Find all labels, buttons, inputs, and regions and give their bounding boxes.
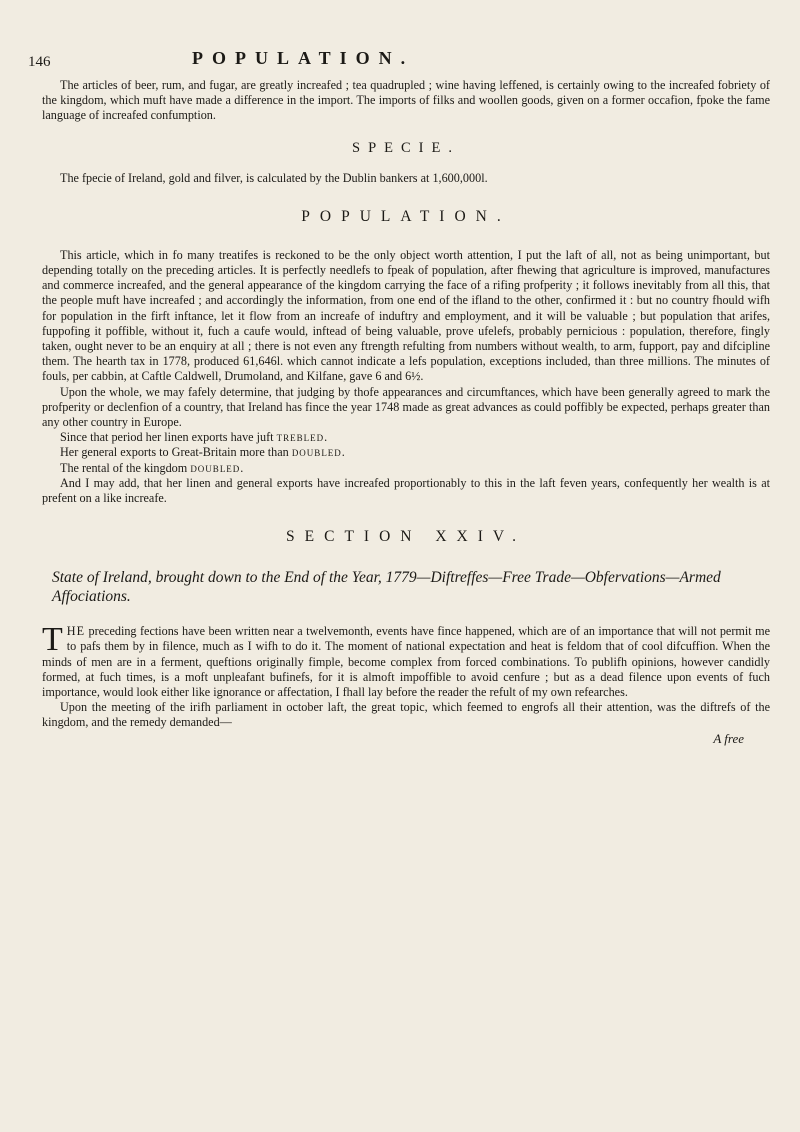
linen-text: Since that period her linen exports have juft: [60, 430, 277, 445]
gb-emphasis: doubled.: [291, 445, 346, 460]
rental-emphasis: doubled.: [190, 460, 245, 475]
paragraph-body-1: [42, 621, 770, 700]
paragraph-articles: The articles of beer, rum, and fugar, are greatly increafed ; tea quadrupled ; wine having leffened, is certainly owing to the increafed fobriety of the kingdom, which muft have made a difference in the import. The imports of filks and woollen goods, given on a former occafion, fpoke the fame language of increafed confumption.: [42, 78, 770, 123]
book-page: [28, 48, 770, 747]
section-subtitle: State of Ireland, brought down to the End of the Year, 1779—Diftreffes—Free Trade—Obfervations—Armed Affociations.: [52, 569, 721, 606]
body-1-text: preceding fections have been written near a twelvemonth, events have fince happened, which are of an importance that will not permit me to pafs them by in filence, much as I wifh to do it. The moment of national expectation and heat is feldom that of cool difcuffion. When the minds of men are in a ferment, queftions originally fimple, become complex from forced combinations. To publifh opinions, however candidly formed, at fuch times, is a moft unpleafant bufinefs, for it is almoft impoffible to avoid cenfure ; but as a dead filence upon events of fuch importance, would look either like ignorance or affectation, I fhall lay before the reader the refult of my own refearches.: [42, 624, 770, 700]
catchword: A free: [713, 730, 744, 746]
page-number: 146: [28, 54, 51, 70]
paragraph-add: And I may add, that her linen and general exports have increafed proportionably to this in the laft feven years, confequently her wealth is at prefent on a like increafe.: [42, 475, 770, 506]
heading-specie: SPECIE.: [352, 139, 460, 156]
first-word: HE: [66, 624, 86, 639]
paragraph-linen: [42, 430, 770, 445]
gb-text: Her general exports to Great-Britain more than: [60, 445, 292, 460]
running-title: POPULATION.: [192, 48, 415, 68]
paragraph-population: This article, which in fo many treatifes is reckoned to be the only object worth attention, I put the laft of all, not as being unimportant, but depending totally on the preceding articles. It is perfectly needlefs to fpeak of population, after fhewing that agriculture is improved, manufactures and commerce increafed, and the general appearance of the kingdom carrying the face of a rifing profperity ; it follows inevitably from all this, that the people muft have increafed ; and accordingly the information, from one end of the ifland to the other, confirmed it : but no country fhould wifh for population in the firft inftance, let it flow from an increafe of induftry and employment, and it will be valuable ; but population that arifes, fuppofing it poffible, without it, fuch a caufe would, inftead of being valuable, prove ufelefs, probably pernicious : population, therefore, fingly taken, ought never to be an enquiry at all ; there is not even any ftrength refulting from numbers without wealth, to arm, fupport, pay and difcipline them. The hearth tax in 1778, produced 61,646l. which cannot indicate a lefs population, exceptions included, than three millions. The minutes of fouls, per cabbin, at Caftle Caldwell, Drumoland, and Kilfane, gave 6 and 6½.: [42, 247, 770, 384]
page-header: [28, 48, 770, 78]
paragraph-specie: The fpecie of Ireland, gold and filver, is calculated by the Dublin bankers at 1,600,000l.: [60, 170, 488, 185]
drop-cap: T: [42, 621, 63, 659]
paragraph-body-2: Upon the meeting of the irifh parliament in october laft, the great topic, which feemed to engrofs all their attention, was the diftrefs of the kingdom, and the remedy demanded—: [42, 700, 770, 730]
paragraph-whole: Upon the whole, we may fafely determine, that judging by thofe appearances and circumftances, which have been generally agreed to mark the profperity or declenfion of a country, that Ireland has fince the year 1748 made as great advances as could poffibly be expected, perhaps greater than any other country in Europe.: [42, 384, 770, 430]
heading-section: SECTION XXIV.: [286, 528, 526, 546]
rental-text: The rental of the kingdom: [60, 460, 191, 475]
heading-population: POPULATION.: [301, 207, 511, 225]
paragraph-rental: [42, 461, 770, 476]
linen-emphasis: trebled.: [276, 430, 329, 445]
paragraph-great-britain: [42, 445, 770, 460]
